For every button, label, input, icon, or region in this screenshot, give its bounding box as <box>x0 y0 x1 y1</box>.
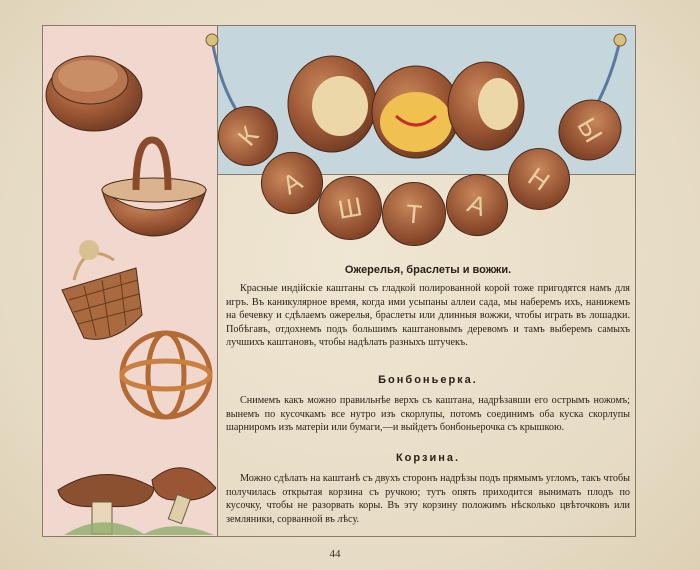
garland-letter-2: А <box>276 165 307 200</box>
garland-letter-5: А <box>463 187 491 222</box>
garland-letter-6: Н <box>522 160 556 197</box>
ribbed-ball-illustration <box>122 333 210 417</box>
paragraph-basket: Можно сдѣлать на каштанѣ съ двухъ сторонъ надрѣзы подъ прямымъ угломъ, такъ чтобы получилась открытая корзина съ ручкою; тутъ опять приходится вынимать плодъ по кусочку, чтобы не разорвать коры. Въ эту корзину положимъ нѣсколько цвѣточковъ или земляники, сорванной въ лѣсу. <box>226 473 630 525</box>
paragraph-bonbonniere: Снимемъ какъ можно правильнѣе верхъ съ каштана, надрѣзавши его острымъ ножомъ; вынемъ по кусочкамъ все нутро изъ скорлупы, потомъ соединимъ оба куска скорлупы шарниромъ изъ матеріи или бумаги,—и выйдетъ бонбоньерочка съ крышкою. <box>226 395 630 434</box>
garland-letter-4: Т <box>404 197 424 230</box>
paragraph-necklaces: Красные индійскіе каштаны съ гладкой полированной корой тоже пригодятся намъ для игръ. Въ каникулярное время, когда ими усыпаны аллеи сада, мы наберемъ ихъ, нанижемъ на бечевку и сдѣлаемъ ожерелья, браслеты или длинныя вожжи, чтобы играть въ лошадки. Побѣгавъ, отдохнемъ подъ большимъ каштановымъ деревомъ и тамъ выберемъ самыхъ лучшихъ каштановъ, чтобы надѣлать разныхъ штучекъ. <box>226 283 630 349</box>
heading-necklaces: Ожерелья, браслеты и вожжи. <box>344 264 512 276</box>
heading-bonbonniere: Бонбоньерка. <box>378 374 478 386</box>
mushrooms-illustration <box>58 468 216 535</box>
garland-letter-1: К <box>231 120 264 152</box>
left-illustrations <box>44 40 216 540</box>
woven-basket-illustration <box>62 240 142 339</box>
bonbonniere-illustration <box>46 56 142 131</box>
open-basket-illustration <box>102 140 206 236</box>
garland-letter-3: Ш <box>335 190 365 225</box>
garland-letter-7: Ы <box>571 112 610 148</box>
face-chestnuts <box>288 56 524 158</box>
heading-basket: Корзина. <box>395 452 461 464</box>
page-number: 44 <box>329 548 341 560</box>
